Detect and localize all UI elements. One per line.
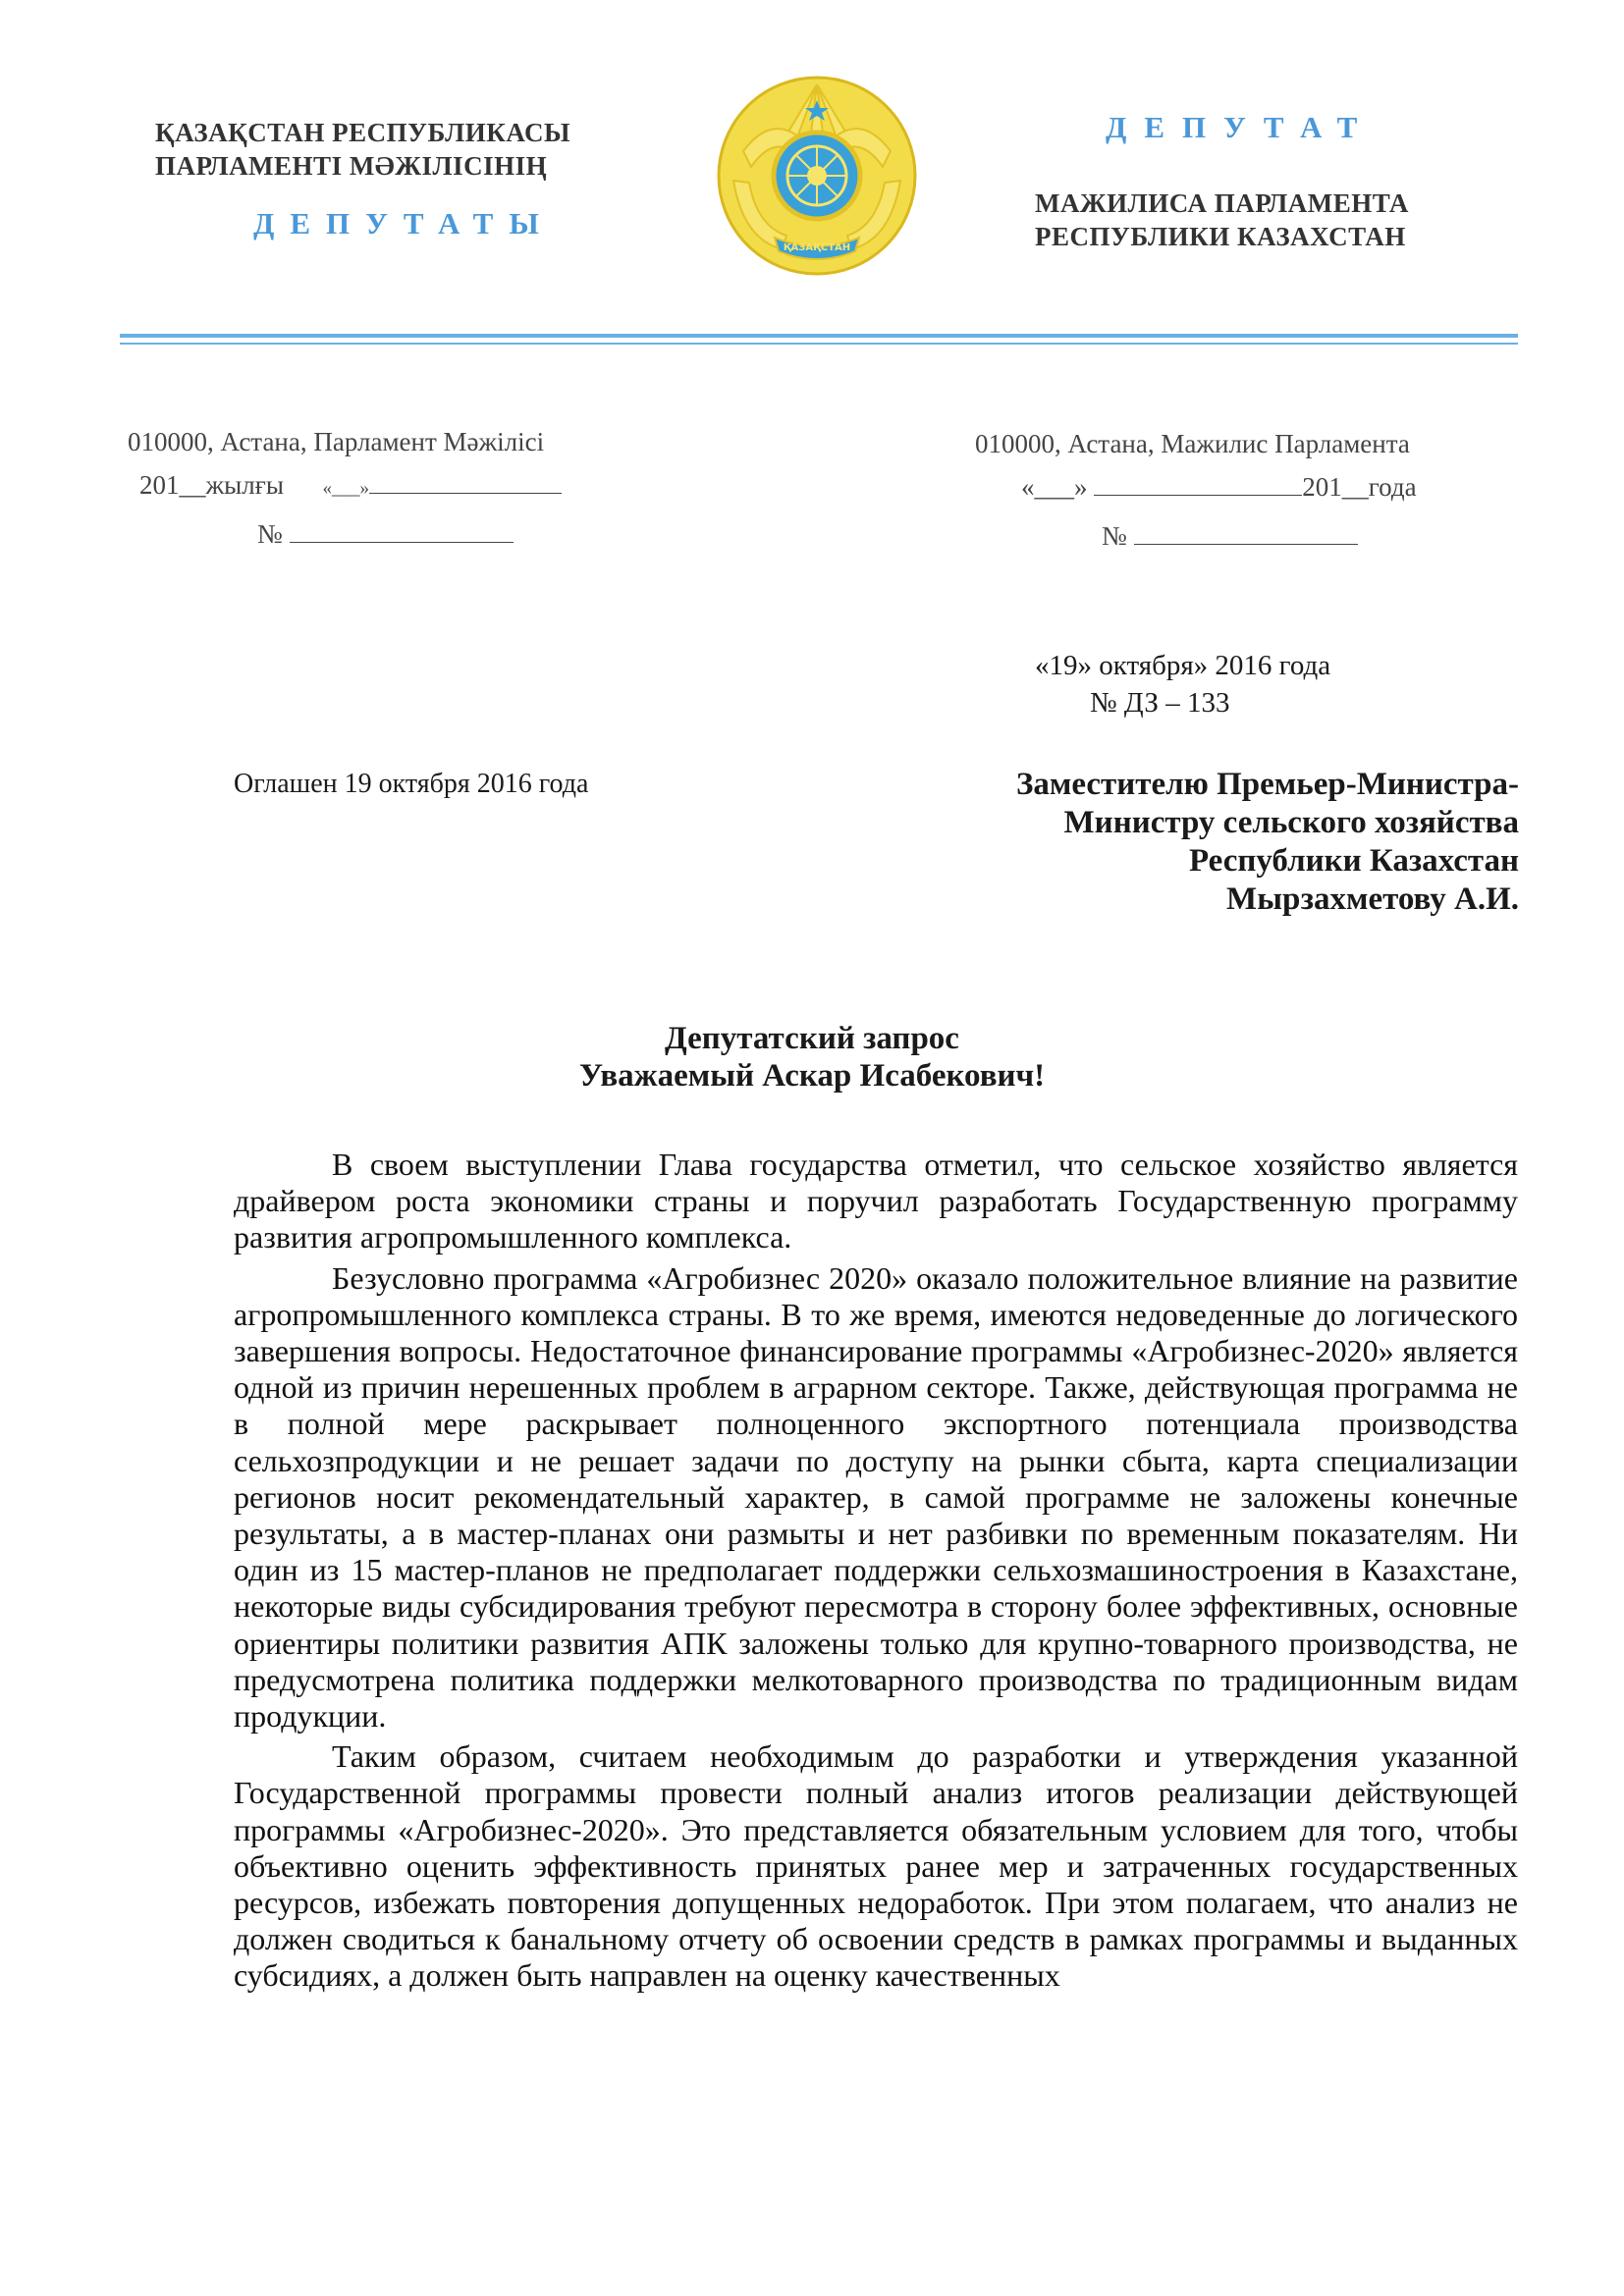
announced-date: Оглашен 19 октября 2016 года xyxy=(234,769,589,799)
addressee-line-4: Мырзахметову А.И. xyxy=(1226,881,1519,917)
address-left-no-sign: № xyxy=(257,519,283,549)
header-divider-thin xyxy=(120,343,1518,345)
address-right-line: 010000, Астана, Мажилис Парламента xyxy=(975,429,1410,458)
header-right-line-2: РЕСПУБЛИКИ КАЗАХСТАН xyxy=(1035,222,1406,251)
document-title-block xyxy=(0,1020,1624,1095)
state-emblem-icon xyxy=(714,73,920,279)
address-right-month-blank xyxy=(1094,473,1302,496)
address-right-year: 201__года xyxy=(1302,472,1417,502)
body-paragraph-2: Безусловно программа «Агробизнес 2020» оказало положительное влияние на развитие агропромышленного комплекса страны. В то же время, имеются недоведенные до логического завершения вопросы. Недостаточное финансирование программы «Агробизнес-2020» является одной из причин нерешенных проблем в аграрном секторе. Также, действующая программа не в полной мере раскрывает полноценного экспортного потенциала производства сельхозпродукции и не решает задачи по доступу на рынки сбыта, карта специализации регионов носит рекомендательный характер, в самой программе не заложены конечные результаты, а в мастер-планах они размыты и нет разбивки по временным показателям. Ни один из 15 мастер-планов не предполагает поддержки сельхозмашиностроения в Казахстане, некоторые виды субсидирования требуют пересмотра в сторону более эффективных, основные ориентиры политики развития АПК заложены только для крупно-товарного производства, не предусмотрена политика поддержки мелкотоварного производства по традиционным видам продукции. xyxy=(234,1259,1518,1735)
outgoing-number: № ДЗ – 133 xyxy=(1090,687,1230,719)
address-left-year: 201__жылғы xyxy=(139,470,284,500)
header-right-title: ДЕПУТАТ xyxy=(1106,110,1376,144)
header-right-russian xyxy=(1035,187,1545,253)
emblem-label: ҚАЗАҚСТАН xyxy=(783,242,851,253)
address-right-no-blank xyxy=(1134,522,1358,545)
header-left-line-1: ҚАЗАҚСТАН РЕСПУБЛИКАСЫ xyxy=(155,118,571,147)
address-left-number xyxy=(257,518,514,550)
address-left-date xyxy=(139,469,562,505)
letter-body xyxy=(234,1147,1518,1999)
address-right-no-sign: № xyxy=(1102,521,1127,551)
address-left-no-blank xyxy=(290,520,514,543)
addressee-block xyxy=(832,766,1519,919)
address-left-quote: «___» xyxy=(322,478,369,499)
document-title: Депутатский запрос xyxy=(665,1021,959,1056)
header-left-line-2: ПАРЛАМЕНТІ МӘЖІЛІСІНІҢ xyxy=(155,151,548,181)
header-right-line-1: МАЖИЛИСА ПАРЛАМЕНТА xyxy=(1035,188,1409,218)
address-right-quote: «___» xyxy=(1021,472,1088,502)
header-left-title: ДЕПУТАТЫ xyxy=(253,206,555,240)
body-paragraph-3: Таким образом, считаем необходимым до разработки и утверждения указанной Государственной программы провести полный анализ итогов реализации действующей программы «Агробизнес-2020». Это представляется обязательным условием для того, чтобы объективно оценить эффективность принятых ранее мер и затраченных государственных ресурсов, избежать повторения допущенных недоработок. При этом полагаем, что анализ не должен сводиться к банальному отчету об освоении средств в рамках программы и выданных субсидиях, а должен быть направлен на оценку качественных xyxy=(234,1738,1518,1994)
header-left-kazakh xyxy=(155,116,666,183)
header-divider-thick xyxy=(120,334,1518,338)
address-left-month-blank xyxy=(369,471,562,494)
body-paragraph-1: В своем выступлении Глава государства отметил, что сельское хозяйство является драйвером роста экономики страны и поручил разработать Государственную программу развития агропромышленного комплекса. xyxy=(234,1147,1518,1255)
outgoing-date: «19» октября» 2016 года xyxy=(1035,650,1331,681)
addressee-line-2: Министру сельского хозяйства xyxy=(1063,805,1519,840)
address-right-date xyxy=(1021,471,1417,503)
greeting: Уважаемый Аскар Исабекович! xyxy=(578,1058,1046,1094)
address-right-number xyxy=(1102,520,1358,552)
addressee-line-3: Республики Казахстан xyxy=(1188,843,1519,879)
address-left-line: 010000, Астана, Парламент Мәжілісі xyxy=(128,427,545,456)
addressee-line-1: Заместителю Премьер-Министра- xyxy=(1015,767,1519,802)
